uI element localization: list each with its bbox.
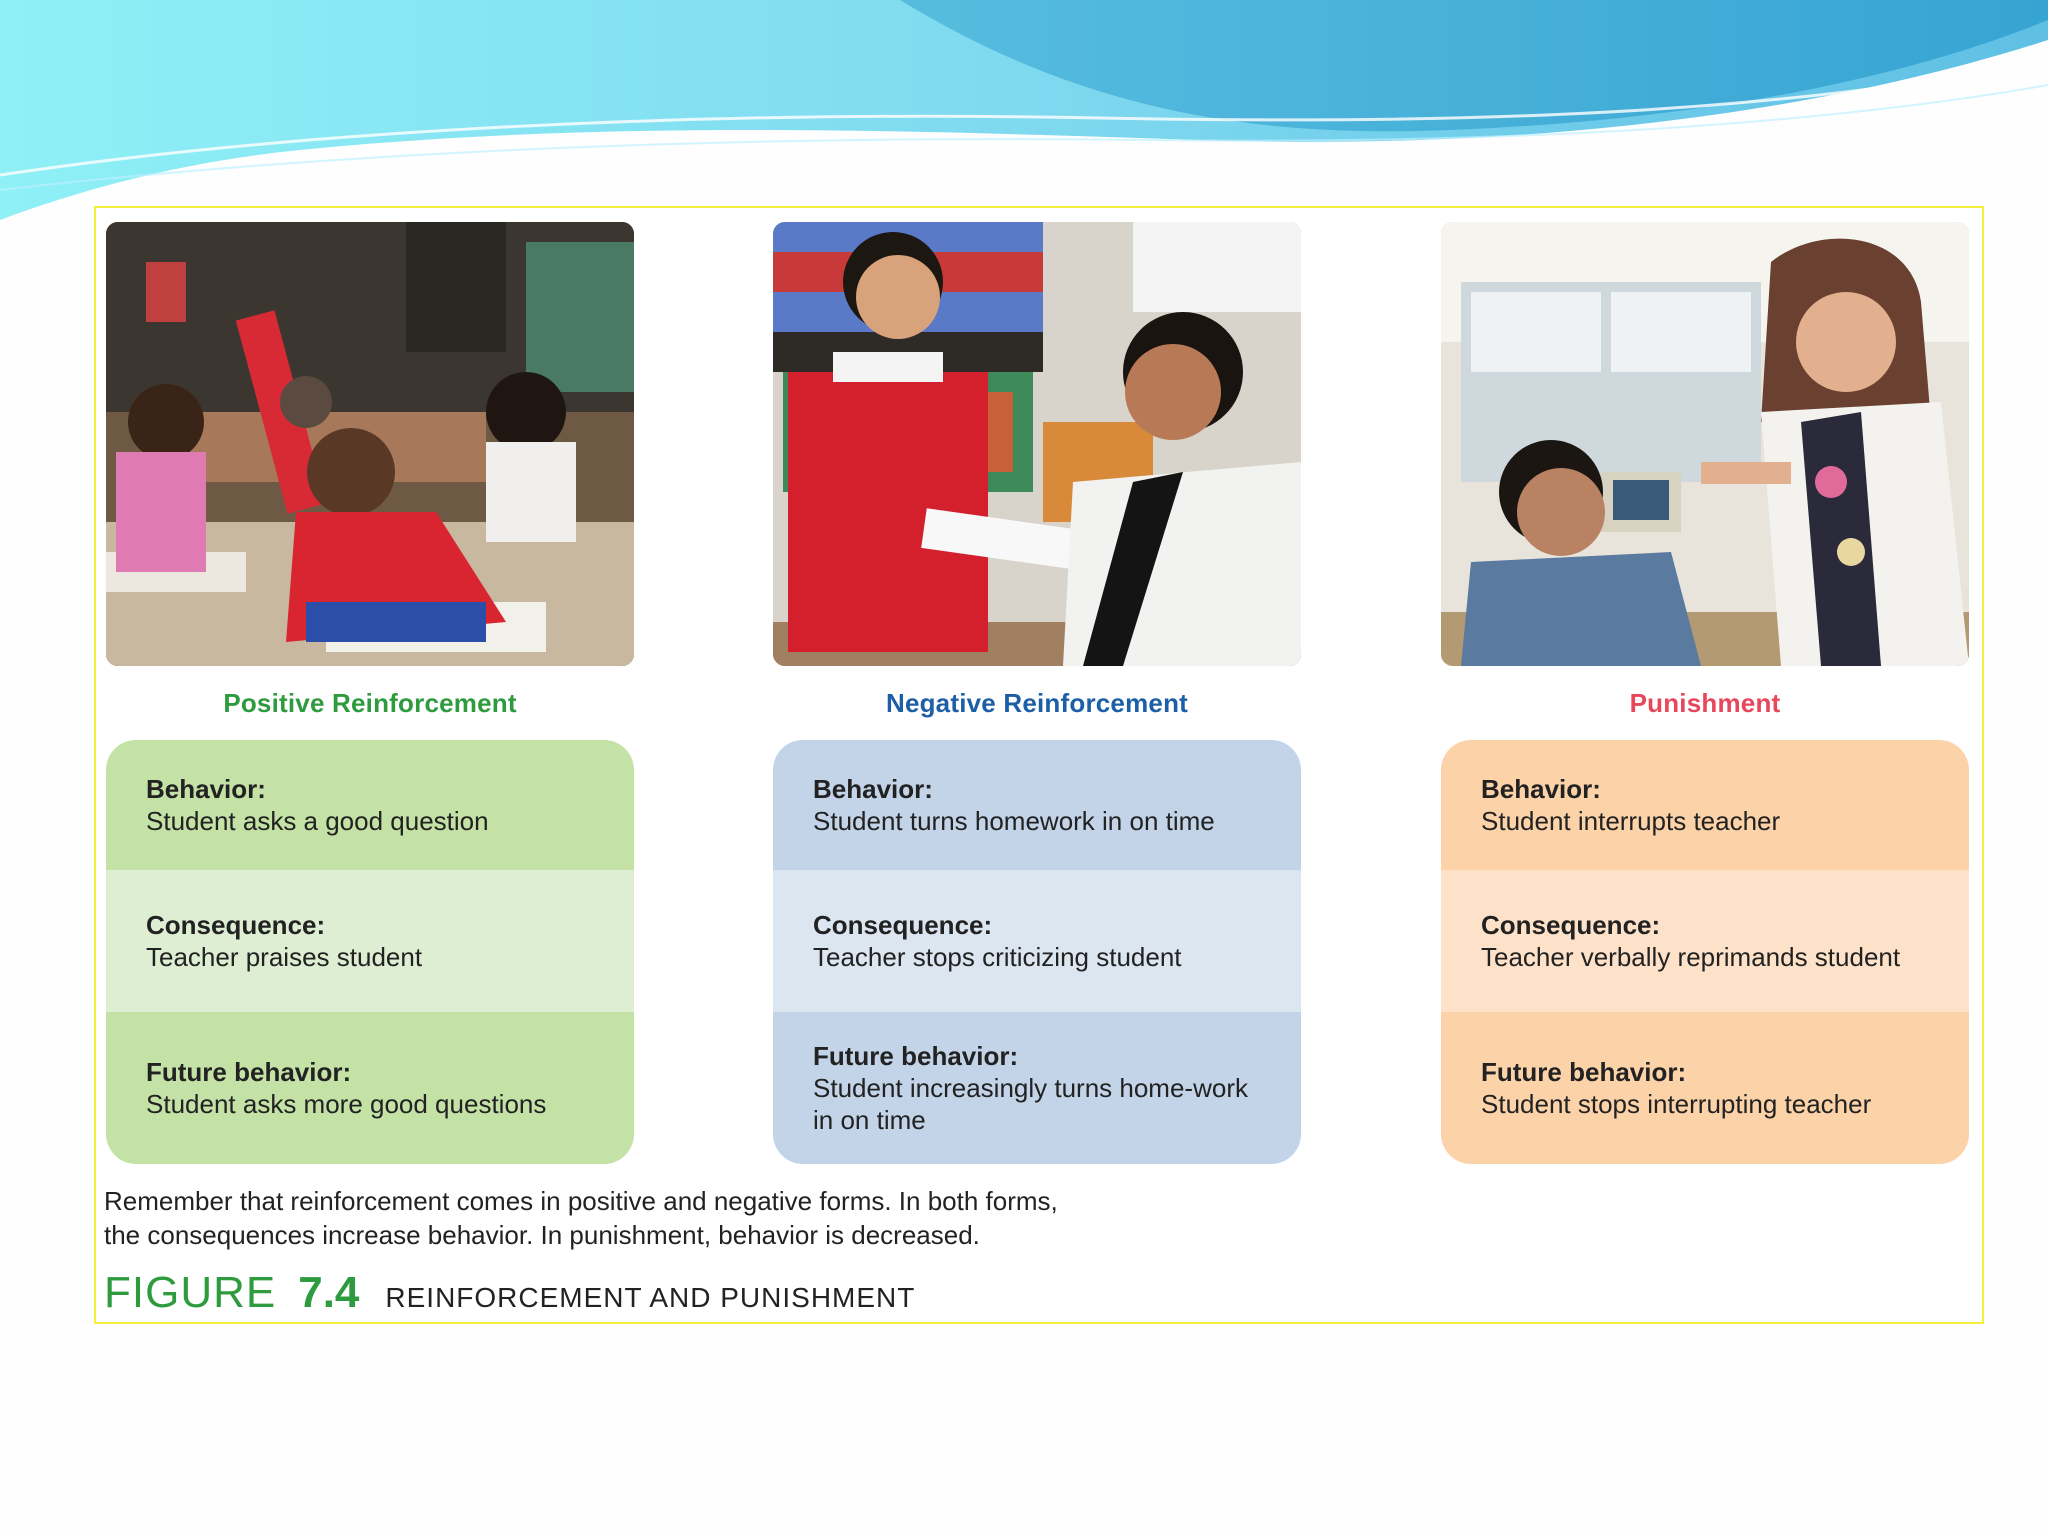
future-behavior-text: Student stops interrupting teacher [1481, 1089, 1872, 1119]
positive-reinforcement-title: Positive Reinforcement [223, 688, 517, 718]
behavior-text: Student asks a good question [146, 806, 489, 836]
consequence-row [106, 870, 634, 1012]
classroom-hand-raised-photo [106, 222, 634, 666]
future-behavior-row [773, 1012, 1301, 1164]
consequence-label: Consequence: [1481, 910, 1661, 940]
consequence-text: Teacher stops criticizing student [813, 942, 1182, 972]
teacher-reprimand-photo [1441, 222, 1969, 666]
behavior-row [1441, 740, 1969, 870]
figure-number: 7.4 [298, 1268, 360, 1317]
future-behavior-row [1441, 1012, 1969, 1164]
figure-caption [104, 1184, 1304, 1252]
future-behavior-text: Student increasingly turns home-work in on time [813, 1073, 1248, 1135]
future-behavior-text: Student asks more good questions [146, 1089, 547, 1119]
punishment-title: Punishment [1629, 688, 1781, 718]
positive-reinforcement-card [106, 740, 634, 1164]
column-punishment [1441, 222, 1969, 1164]
punishment-card [1441, 740, 1969, 1164]
future-behavior-label: Future behavior: [146, 1057, 352, 1087]
figure-title [104, 1268, 915, 1328]
negative-reinforcement-title: Negative Reinforcement [885, 688, 1189, 718]
consequence-row [1441, 870, 1969, 1012]
future-behavior-label: Future behavior: [813, 1041, 1019, 1071]
figure-name: REINFORCEMENT AND PUNISHMENT [385, 1282, 916, 1313]
consequence-text: Teacher verbally reprimands student [1481, 942, 1901, 972]
behavior-text: Student turns homework in on time [813, 806, 1215, 836]
behavior-text: Student interrupts teacher [1481, 806, 1781, 836]
consequence-label: Consequence: [813, 910, 993, 940]
column-negative-reinforcement [773, 222, 1301, 1164]
future-behavior-row [106, 1012, 634, 1164]
caption-line-2: the consequences increase behavior. In punishment, behavior is decreased. [104, 1220, 980, 1250]
consequence-text: Teacher praises student [146, 942, 423, 972]
header-wave-decoration [0, 0, 2048, 230]
figure-frame [94, 206, 1984, 1324]
behavior-label: Behavior: [1481, 774, 1601, 804]
consequence-label: Consequence: [146, 910, 326, 940]
behavior-row [106, 740, 634, 870]
negative-reinforcement-card [773, 740, 1301, 1164]
caption-line-1: Remember that reinforcement comes in positive and negative forms. In both forms, [104, 1186, 1058, 1216]
homework-handoff-photo [773, 222, 1301, 666]
behavior-row [773, 740, 1301, 870]
future-behavior-label: Future behavior: [1481, 1057, 1687, 1087]
column-positive-reinforcement [106, 222, 634, 1164]
behavior-label: Behavior: [146, 774, 266, 804]
behavior-label: Behavior: [813, 774, 933, 804]
consequence-row [773, 870, 1301, 1012]
figure-word: FIGURE [104, 1268, 277, 1317]
